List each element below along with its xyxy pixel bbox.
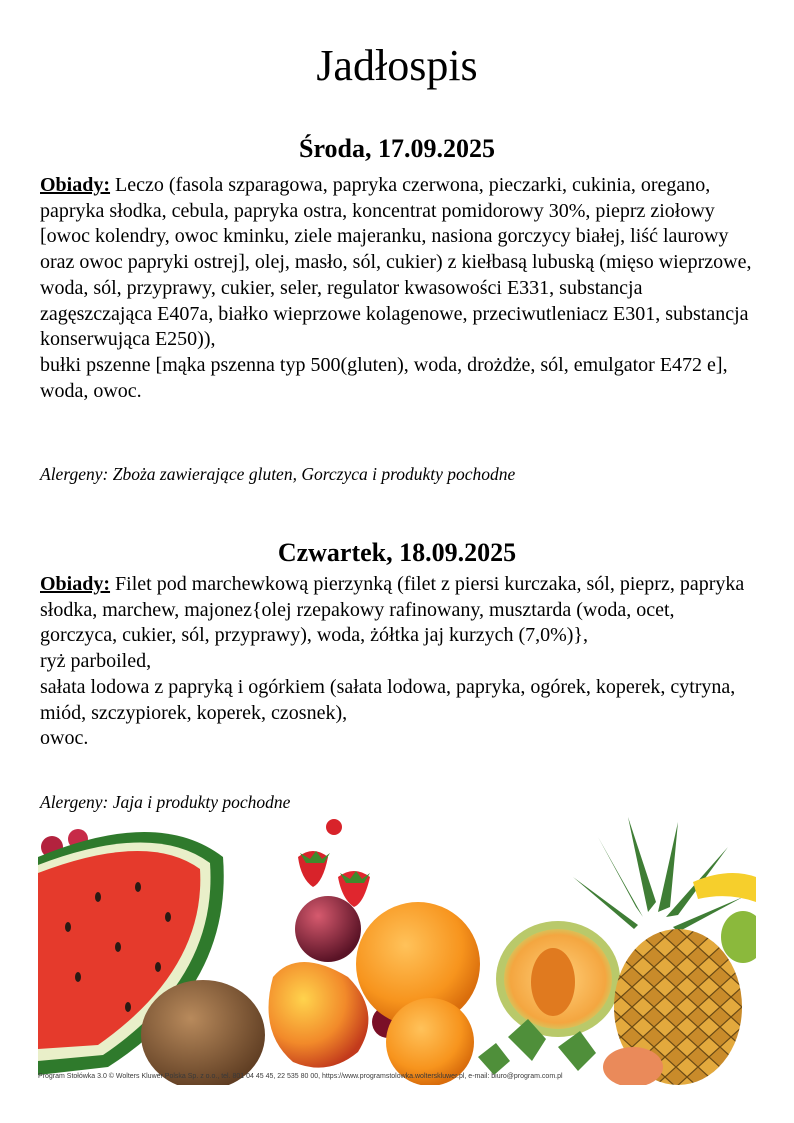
menu-line: sałata lodowa z papryką i ogórkiem (sałata lodowa, papryka, ogórek, koperek, cytryna, miód, szczypiorek, koperek, czosnek), xyxy=(40,675,736,724)
menu-line: bułki pszenne [mąka pszenna typ 500(gluten), woda, drożdże, sól, emulgator E472 e], xyxy=(40,353,728,376)
menu-thursday xyxy=(40,572,756,752)
fruit-illustration xyxy=(38,817,756,1085)
footer-credits: Program Stołówka 3.0 © Wolters Kluwer Polska Sp. z o.o., tel. 801 04 45 45, 22 535 80 00, https://www.programstolowka.wolterskluwer.pl, e-mail: biuro@program.com.pl xyxy=(38,1073,563,1080)
menu-line: owoc. xyxy=(40,727,89,750)
melon xyxy=(496,921,620,1037)
menu-wednesday xyxy=(40,173,756,404)
menu-line: woda, owoc. xyxy=(40,379,142,402)
day-heading-thursday: Czwartek, 18.09.2025 xyxy=(277,538,517,567)
menu-line xyxy=(40,173,756,353)
menu-line xyxy=(40,572,756,649)
day-heading-wednesday: Środa, 17.09.2025 xyxy=(299,134,495,163)
meal-label: Obiady: xyxy=(40,573,111,595)
menu-line: ryż parboiled, xyxy=(40,650,152,673)
menu-text: Filet pod marchewkową pierzynką (filet z piersi kurczaka, sól, pieprz, papryka słodka, marchew, majonez{olej rzepakowy rafinowany, musztarda (woda, ocet, gorczyca, cukier, sól, przyprawy), woda, żółtka jaj kurzych (7,0%)}, xyxy=(40,573,745,647)
allergens-wednesday: Alergeny: Zboża zawierające gluten, Gorczyca i produkty pochodne xyxy=(40,464,516,484)
document-title: Jadłospis xyxy=(316,41,478,90)
allergens-thursday: Alergeny: Jaja i produkty pochodne xyxy=(40,792,291,812)
mango xyxy=(269,962,369,1068)
apple xyxy=(721,911,756,963)
menu-text: Leczo (fasola szparagowa, papryka czerwona, pieczarki, cukinia, oregano, papryka słodka, cebula, papryka ostra, koncentrat pomidorowy 30%, pieprz ziołowy [owoc kolendry, owoc kminku, ziele majeranku, nasiona gorczycy białej, liść laurowy oraz owoc papryki ostrej], olej, masło, sól, cukier) z kiełbasą lubuską (mięso wieprzowe, woda, sól, przyprawy, cukier, seler, regulator kwasowości E331, substancja zagęszczająca E407a, białko wieprzowe kolagenowe, przeciwutleniacz E301, substancja konserwująca E250)), xyxy=(40,174,752,351)
meal-label: Obiady: xyxy=(40,174,111,196)
coconut xyxy=(141,980,265,1085)
plum xyxy=(295,896,361,962)
